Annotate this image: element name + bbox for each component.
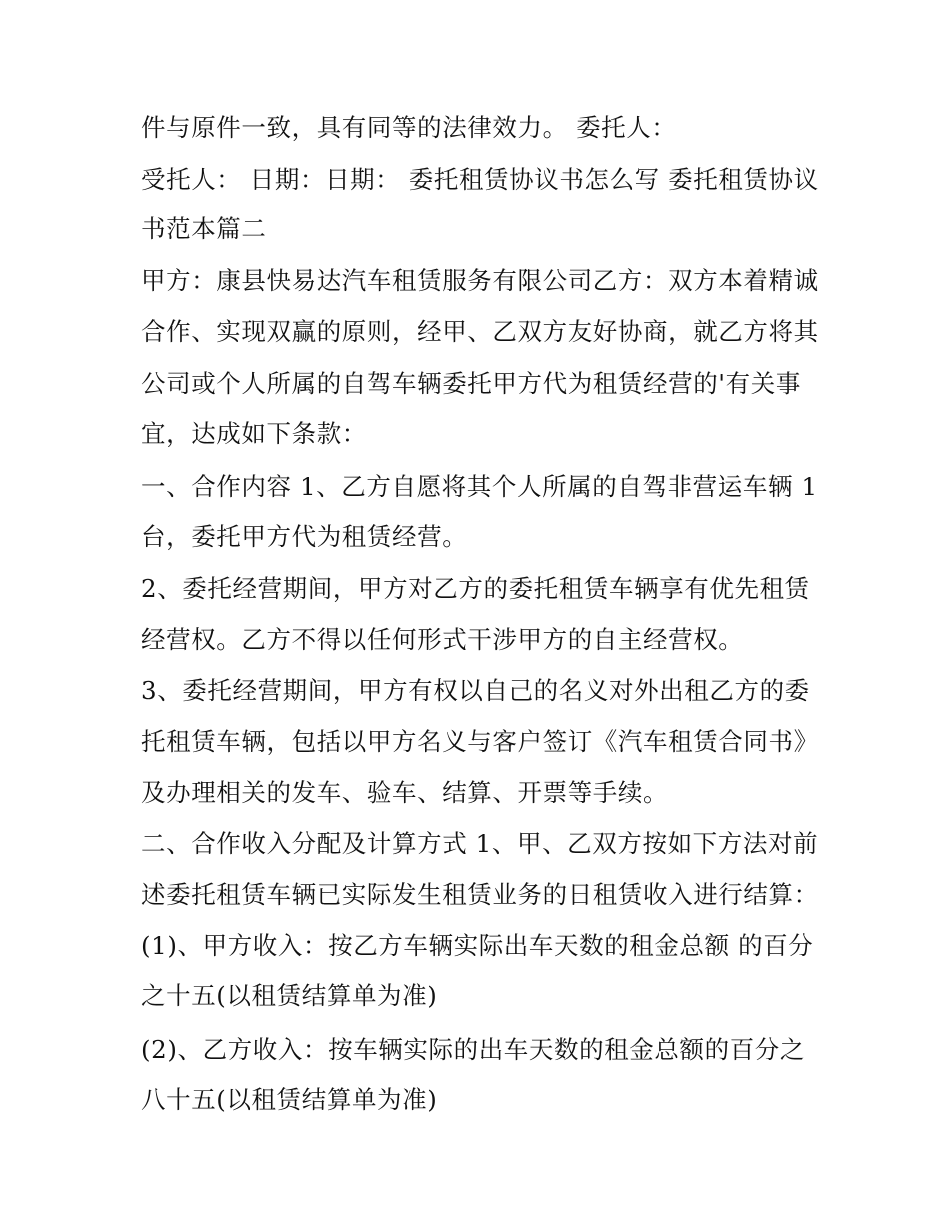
- text-line: 二、合作收入分配及计算方式 1、甲、乙双方按如下方法对前: [141, 829, 819, 858]
- text-line: 之十五(以租赁结算单为准): [141, 981, 438, 1010]
- text-line: 合作、实现双赢的原则，经甲、乙双方友好协商，就乙方将其: [141, 317, 819, 346]
- text-line: 述委托租赁车辆已实际发生租赁业务的日租赁收入进行结算：: [141, 880, 819, 909]
- text-line: (2)、乙方收入：按车辆实际的出车天数的租金总额的百分之: [141, 1035, 806, 1064]
- text-line: 3、委托经营期间，甲方有权以自己的名义对外出租乙方的委: [141, 676, 810, 705]
- text-line: 一、合作内容 1、乙方自愿将其个人所属的自驾非营运车辆 1: [141, 472, 818, 501]
- text-line: 托租赁车辆，包括以甲方名义与客户签订《汽车租赁合同书》: [141, 727, 819, 756]
- text-line: 台，委托甲方代为租赁经营。: [141, 522, 468, 551]
- text-line: 宜，达成如下条款：: [141, 419, 367, 448]
- text-line: 及办理相关的发车、验车、结算、开票等手续。: [141, 778, 669, 807]
- text-line: 经营权。乙方不得以任何形式干涉甲方的自主经营权。: [141, 625, 744, 654]
- text-line: 公司或个人所属的自驾车辆委托甲方代为租赁经营的'有关事: [141, 369, 801, 398]
- text-line: 书范本篇二: [141, 214, 267, 243]
- text-line: 受托人： 日期：日期： 委托租赁协议书怎么写 委托租赁协议: [141, 165, 819, 194]
- text-line: 甲方：康县快易达汽车租赁服务有限公司乙方：双方本着精诚: [141, 266, 819, 295]
- text-line: (1)、甲方收入：按乙方车辆实际出车天数的租金总额 的百分: [141, 931, 814, 960]
- text-line: 2、委托经营期间，甲方对乙方的委托租赁车辆享有优先租赁: [141, 574, 810, 603]
- text-line: 件与原件一致，具有同等的法律效力。 委托人：: [141, 113, 677, 142]
- text-line: 八十五(以租赁结算单为准): [141, 1085, 438, 1114]
